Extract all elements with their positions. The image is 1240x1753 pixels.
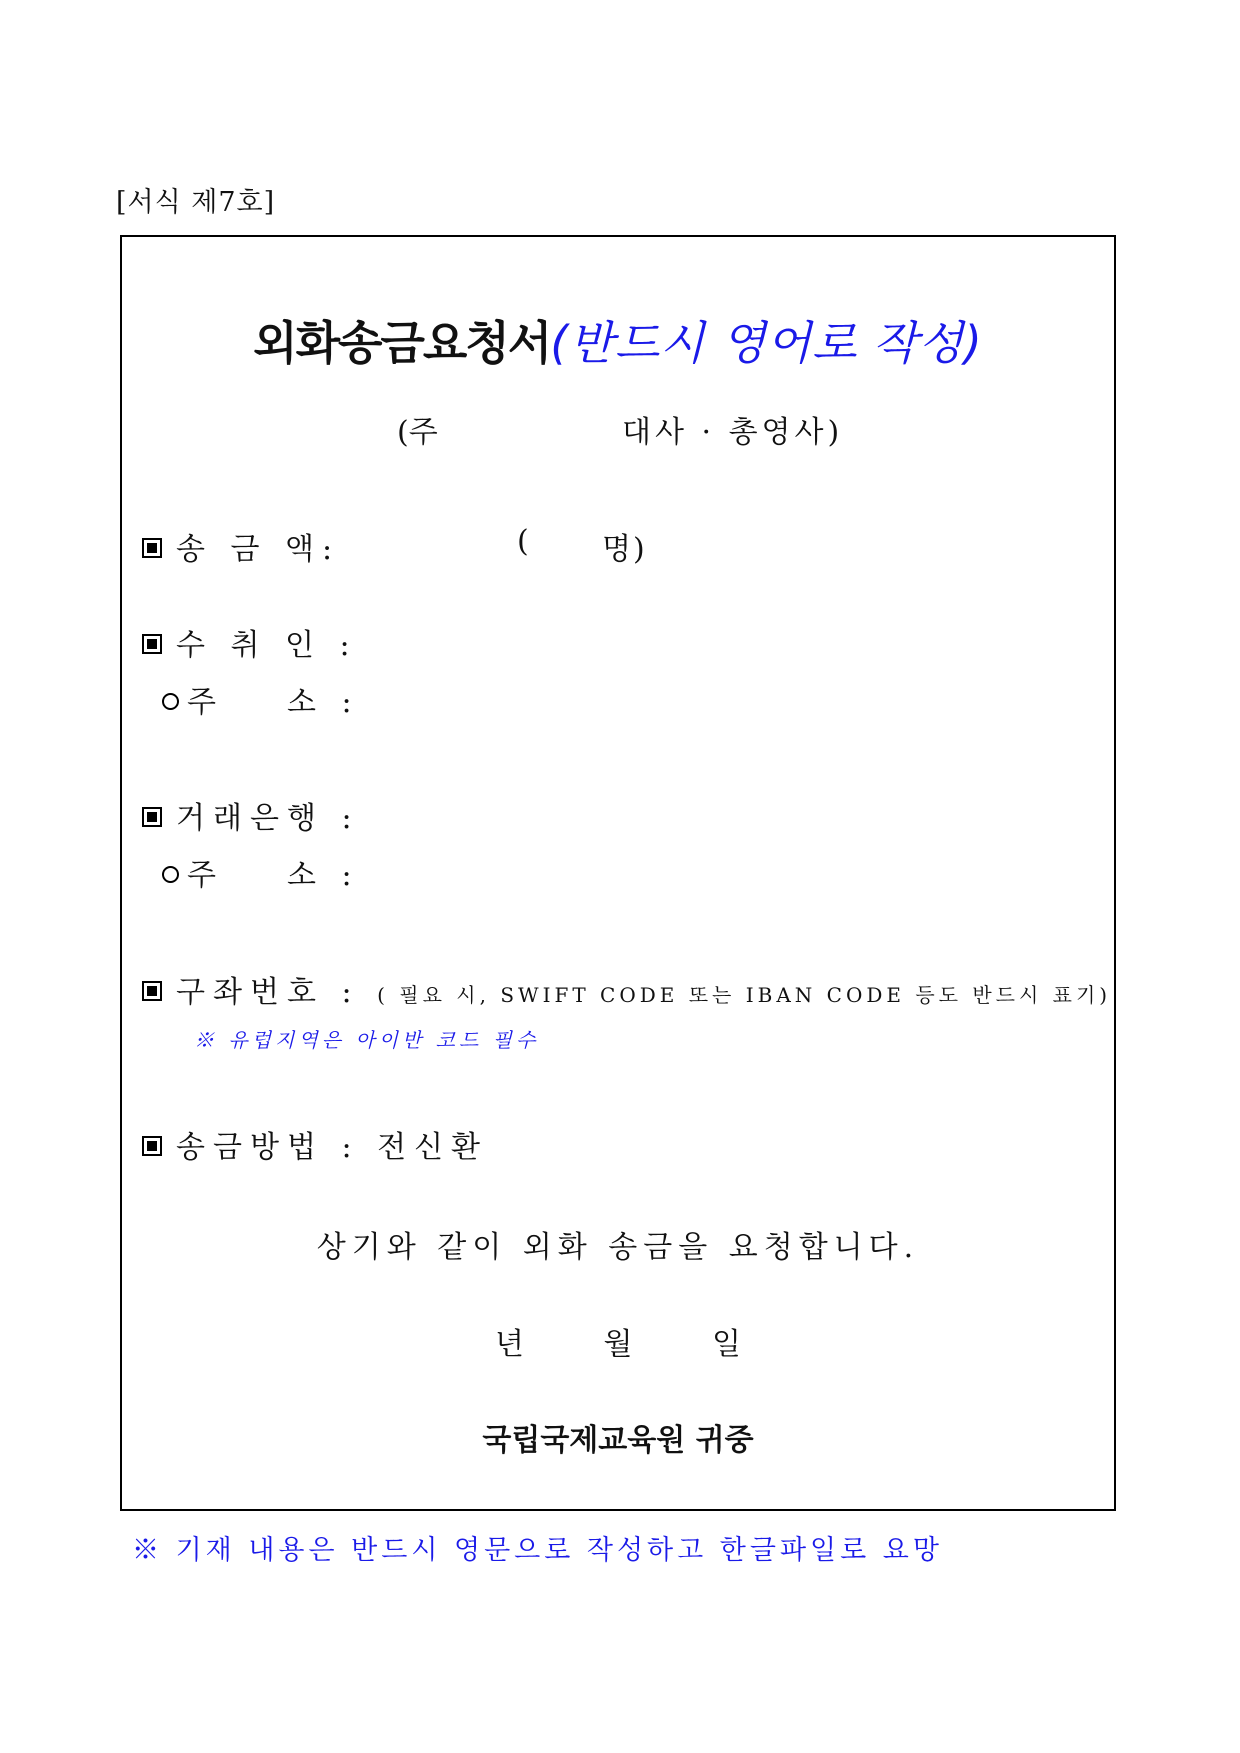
checkbox-icon [142,981,162,1001]
embassy-label: 대사 · 총영사) [622,415,844,450]
circle-icon [162,693,179,710]
recipient-address-row [162,677,224,721]
amount-count-open: ( [517,524,537,559]
amount-label: 송 금 액: [176,532,341,567]
recipient-address-label-1: 주 [187,685,224,720]
form-number: [서식 제7호] [116,187,276,218]
title-main: 외화송금요청서 [253,316,551,370]
addressee: 국립국제교육원 귀중 [482,1423,754,1458]
europe-note: ※ 유럽지역은 아이반 코드 필수 [194,1028,540,1052]
embassy-open: (주 [397,415,438,450]
form-frame [120,235,1116,1511]
checkbox-icon [142,538,162,558]
amount-count-unit: 명) [602,532,647,567]
date-year: 년 [494,1327,524,1362]
footnote: ※ 기재 내용은 반드시 영문으로 작성하고 한글파일로 요망 [132,1535,943,1566]
recipient-row [142,620,358,664]
circle-icon [162,866,179,883]
method-row [142,1122,488,1166]
date-day: 일 [712,1327,742,1362]
date-row [122,1319,1114,1363]
date-month: 월 [603,1327,633,1362]
bank-address-label-2: 소 : [287,858,360,893]
recipient-address-label-2: 소 : [287,685,360,720]
checkbox-icon [142,807,162,827]
form-title [122,307,1114,373]
account-note: ( 필요 시, SWIFT CODE 또는 IBAN CODE 등도 반드시 표기) [377,983,1112,1007]
checkbox-icon [142,1136,162,1156]
recipient-label: 수 취 인 : [176,628,358,663]
request-text: 상기와 같이 외화 송금을 요청합니다. [316,1230,920,1265]
amount-row [142,524,340,568]
bank-address-row [162,850,224,894]
bank-row [142,793,360,837]
account-label: 구좌번호 : [176,975,360,1010]
bank-label: 거래은행 : [176,801,360,836]
account-row [142,967,1111,1011]
method-label: 송금방법 : 전신환 [176,1130,489,1165]
title-note: (반드시 영어로 작성) [550,316,983,370]
checkbox-icon [142,634,162,654]
bank-address-label-1: 주 [187,858,224,893]
